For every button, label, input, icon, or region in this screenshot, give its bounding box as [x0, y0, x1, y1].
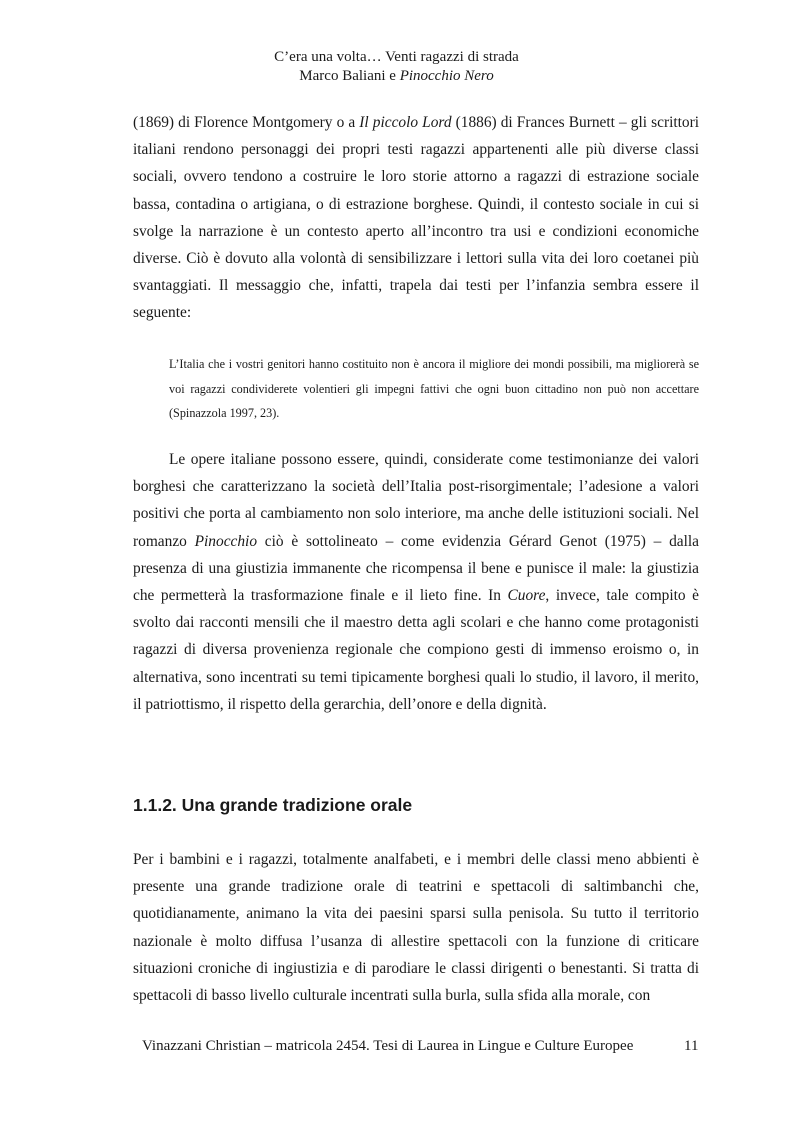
page-number: 11 — [684, 1038, 699, 1054]
paragraph-2-part-c: ciò è sottolineato – come evidenzia Gérard Genot (1975) – dalla presenza di una giustizia immanente che ricompensa il bene e punisce il male: la giustizia che permetterà la trasformazione finale e il lieto fine. In — [133, 532, 699, 605]
header-work-title: Pinocchio Nero — [399, 68, 494, 84]
block-quote: L’Italia che i vostri genitori hanno costituito non è ancora il migliore dei mondi possibili, ma migliorerà se voi ragazzi condividerete volentieri gli impegni fattivi che ogni buon cittadino non può non accettare (Spinazzola 1997, 23). — [169, 357, 699, 420]
header-author: Marco Baliani e — [299, 68, 400, 84]
paragraph-2-title-pinocchio: Pinocchio — [194, 532, 258, 550]
section-heading: 1.1.2. Una grande tradizione orale — [133, 795, 413, 815]
paragraph-1-part-c: (1886) di Frances Burnett – gli scrittori italiani rendono personaggi dei propri testi ragazzi appartenenti alle più diverse classi sociali, ovvero tendono a costruire le loro storie attorno a ragazzi di estrazione sociale bassa, contadina o artigiana, o di estrazione borghese. Quindi, il contesto sociale in cui si svolge la narrazione è un contesto aperto all’incontro tra usi e condizioni economiche diverse. Ciò è dovuto alla volontà di sensibilizzare i lettori sulla vita dei loro coetanei più svantaggiati. Il messaggio che, infatti, trapela dai testi per l’infanzia sembra essere il seguente: — [133, 114, 699, 322]
running-header — [0, 48, 793, 86]
paragraph-2-part-a: Le opere italiane possono essere, quindi, considerate come testimonianze dei valori borghesi che caratterizzano la società dell’Italia post-risorgimentale; l’adesione a valori positivi che porta al cambiamento non solo interiore, ma anche delle istituzioni sociali. Nel romanzo — [133, 451, 699, 550]
section-paragraph: Per i bambini e i ragazzi, totalmente analfabeti, e i membri delle classi meno abbienti è presente una grande tradizione orale di teatrini e spettacoli di saltimbanchi che, quotidianamente, animano la vita dei paesini sparsi sulla penisola. Su tutto il territorio nazionale è molto diffusa l’usanza di allestire spettacoli con la funzione di criticare situazioni croniche di ingiustizia e di parodiare le classi dirigenti o benestanti. Si tratta di spettacoli di basso livello culturale incentrati sulla burla, sulla sfida alla morale, con — [133, 851, 699, 1005]
paragraph-2-part-e: , invece, tale compito è svolto dai racconti mensili che il maestro detta agli scolari e che hanno come protagonisti ragazzi di diversa provenienza regionale che compiono gesti di immenso eroismo o, in alternativa, sono incentrati su temi tipicamente borghesi quali lo studio, il lavoro, il merito, il patriottismo, il rispetto della gerarchia, dell’onore e della dignità. — [133, 587, 699, 713]
paragraph-1-title-italic: Il piccolo Lord — [359, 114, 452, 131]
paragraph-1-part-a: (1869) di Florence Montgomery o a — [133, 114, 360, 131]
body-paragraph-2 — [133, 446, 699, 718]
header-subtitle-line — [0, 67, 793, 86]
paragraph-2-title-cuore: Cuore — [507, 587, 546, 605]
body-paragraph-1 — [133, 109, 699, 327]
footer-text: Vinazzani Christian – matricola 2454. Tesi di Laurea in Lingue e Culture Europee — [142, 1038, 634, 1054]
header-title-line: C’era una volta… Venti ragazzi di strada — [274, 49, 519, 65]
